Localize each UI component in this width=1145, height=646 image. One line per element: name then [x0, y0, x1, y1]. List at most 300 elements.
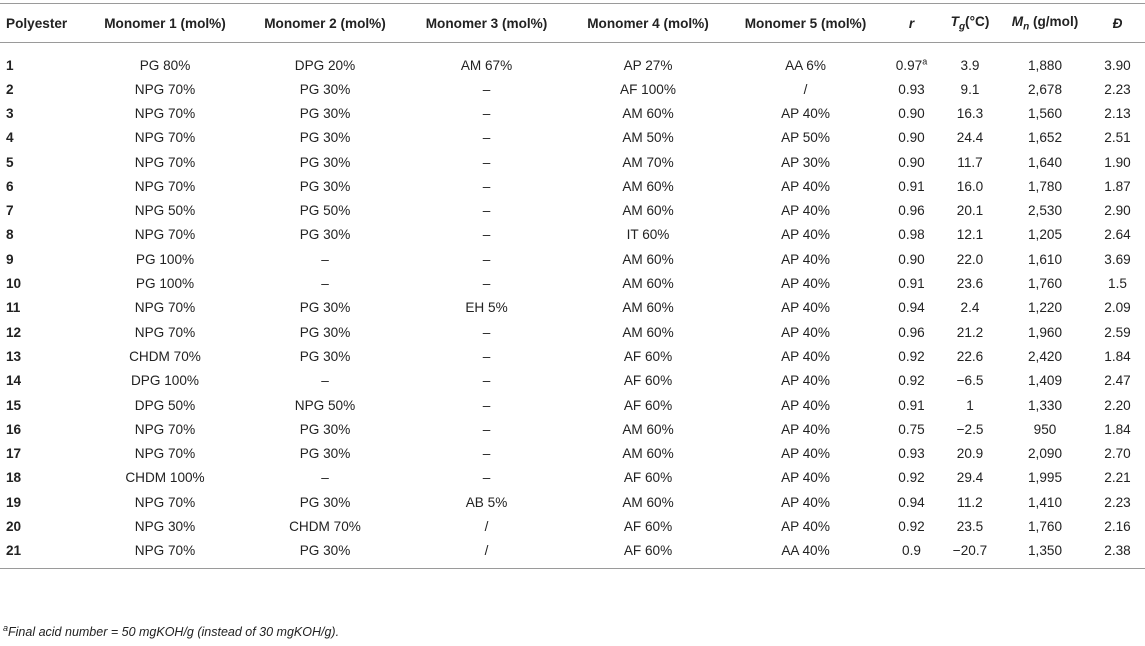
cell-r — [883, 150, 940, 174]
cell-monomer-3-value: – — [482, 373, 491, 389]
header-r-symbol: r — [908, 15, 915, 31]
cell-monomer-4-value: AF 60% — [623, 397, 673, 413]
cell-monomer-4 — [568, 417, 728, 441]
cell-r-value: 0.96 — [898, 324, 925, 340]
cell-dispersity-value: 1.90 — [1104, 154, 1131, 170]
cell-monomer-2-value: PG 30% — [299, 324, 351, 340]
cell-r — [883, 43, 940, 78]
cell-monomer-5 — [728, 101, 883, 125]
cell-dispersity — [1090, 417, 1145, 441]
cell-mn-value: 2,678 — [1027, 81, 1063, 97]
cell-tg — [940, 101, 1000, 125]
cell-dispersity-value: 3.90 — [1104, 57, 1131, 73]
cell-tg — [940, 198, 1000, 222]
cell-dispersity — [1090, 369, 1145, 393]
cell-monomer-5-value: AP 40% — [781, 421, 830, 437]
cell-r-value: 0.96 — [898, 203, 925, 219]
cell-r-value: 0.90 — [898, 105, 925, 121]
cell-polyester-id — [0, 514, 85, 538]
cell-polyester-id-value: 21 — [6, 543, 22, 559]
cell-monomer-4-value: AM 60% — [622, 105, 674, 121]
cell-monomer-1 — [85, 466, 245, 490]
cell-r-value: 0.94 — [898, 494, 925, 510]
cell-tg-value: 16.3 — [956, 105, 984, 121]
table-header-row — [0, 4, 1145, 43]
cell-r-value: 0.93 — [898, 446, 925, 462]
cell-tg — [940, 77, 1000, 101]
cell-monomer-5 — [728, 198, 883, 222]
cell-monomer-2 — [245, 150, 405, 174]
cell-monomer-1-value: PG 100% — [135, 276, 195, 292]
cell-monomer-1-value: NPG 70% — [134, 446, 196, 462]
table-row — [0, 393, 1145, 417]
cell-polyester-id — [0, 174, 85, 198]
cell-monomer-2-value: PG 30% — [299, 105, 351, 121]
cell-monomer-4-value: AM 60% — [622, 251, 674, 267]
cell-mn-value: 1,409 — [1027, 373, 1063, 389]
cell-monomer-4 — [568, 441, 728, 465]
cell-dispersity-value: 2.90 — [1104, 203, 1131, 219]
cell-monomer-5 — [728, 43, 883, 78]
cell-monomer-5 — [728, 296, 883, 320]
cell-monomer-1-value: NPG 70% — [134, 543, 196, 559]
cell-r — [883, 101, 940, 125]
cell-polyester-id — [0, 247, 85, 271]
cell-monomer-3-value: – — [482, 397, 491, 413]
cell-polyester-id-value: 6 — [6, 178, 14, 194]
footnote-marker: a — [3, 622, 9, 633]
cell-monomer-4-value: IT 60% — [626, 227, 670, 243]
table-row — [0, 369, 1145, 393]
header-monomer-1: Monomer 1 (mol%) — [85, 4, 245, 43]
cell-monomer-3-value: – — [482, 178, 491, 194]
table-row — [0, 296, 1145, 320]
cell-monomer-4 — [568, 43, 728, 78]
cell-monomer-4 — [568, 271, 728, 295]
cell-mn-value: 1,760 — [1027, 276, 1063, 292]
cell-tg — [940, 490, 1000, 514]
cell-monomer-3 — [405, 466, 568, 490]
cell-monomer-3 — [405, 344, 568, 368]
cell-monomer-3-value: – — [482, 154, 491, 170]
cell-tg-value: −6.5 — [956, 373, 984, 389]
cell-monomer-3 — [405, 174, 568, 198]
cell-polyester-id-value: 9 — [6, 251, 14, 267]
cell-monomer-1-value: DPG 100% — [130, 373, 199, 389]
cell-monomer-5-value: AP 40% — [781, 348, 830, 364]
cell-monomer-1 — [85, 296, 245, 320]
cell-monomer-1 — [85, 393, 245, 417]
table-row — [0, 223, 1145, 247]
cell-mn-value: 1,220 — [1027, 300, 1063, 316]
cell-monomer-3-value: – — [482, 227, 491, 243]
cell-monomer-2 — [245, 77, 405, 101]
cell-monomer-1-value: NPG 70% — [134, 105, 196, 121]
cell-monomer-5-value: AP 50% — [781, 130, 830, 146]
cell-mn-value: 950 — [1033, 421, 1057, 437]
header-mn — [1000, 4, 1090, 43]
cell-mn-value: 1,880 — [1027, 57, 1063, 73]
cell-dispersity-value: 2.20 — [1104, 397, 1131, 413]
cell-tg — [940, 320, 1000, 344]
cell-mn — [1000, 174, 1090, 198]
cell-monomer-3-value: AM 67% — [460, 57, 513, 73]
cell-tg-value: 21.2 — [956, 324, 984, 340]
cell-mn-value: 1,350 — [1027, 543, 1063, 559]
header-monomer-5: Monomer 5 (mol%) — [728, 4, 883, 43]
table-row — [0, 466, 1145, 490]
header-tg — [940, 4, 1000, 43]
cell-monomer-3-value: – — [482, 421, 491, 437]
cell-monomer-1 — [85, 344, 245, 368]
cell-polyester-id — [0, 320, 85, 344]
table-row — [0, 320, 1145, 344]
cell-monomer-2 — [245, 490, 405, 514]
cell-monomer-2-value: PG 50% — [299, 203, 351, 219]
cell-monomer-4 — [568, 466, 728, 490]
cell-polyester-id-value: 19 — [6, 494, 22, 510]
table-row — [0, 174, 1145, 198]
cell-dispersity-value: 2.70 — [1104, 446, 1131, 462]
cell-dispersity-value: 3.69 — [1104, 251, 1131, 267]
cell-monomer-5-value: AP 40% — [781, 470, 830, 486]
cell-r — [883, 393, 940, 417]
cell-monomer-3-value: / — [484, 543, 489, 559]
cell-monomer-3 — [405, 247, 568, 271]
cell-polyester-id — [0, 198, 85, 222]
table-row — [0, 490, 1145, 514]
cell-monomer-1 — [85, 369, 245, 393]
cell-r — [883, 466, 940, 490]
cell-r-value: 0.97 — [895, 57, 923, 73]
cell-dispersity-value: 2.13 — [1104, 105, 1131, 121]
cell-mn — [1000, 441, 1090, 465]
cell-monomer-5 — [728, 126, 883, 150]
header-mn-unit: (g/mol) — [1029, 13, 1079, 29]
cell-dispersity-value: 2.16 — [1104, 518, 1131, 534]
cell-monomer-4 — [568, 539, 728, 569]
cell-dispersity — [1090, 247, 1145, 271]
cell-monomer-3-value: AB 5% — [465, 494, 508, 510]
cell-monomer-5-value: AP 40% — [781, 494, 830, 510]
cell-monomer-5 — [728, 490, 883, 514]
cell-monomer-2-value: PG 30% — [299, 178, 351, 194]
cell-polyester-id — [0, 393, 85, 417]
cell-dispersity-value: 2.38 — [1104, 543, 1131, 559]
cell-monomer-4-value: AM 60% — [622, 178, 674, 194]
header-mn-subscript: n — [1023, 21, 1030, 33]
cell-monomer-3-value: / — [484, 518, 489, 534]
cell-monomer-5-value: AP 40% — [781, 324, 830, 340]
header-monomer-4: Monomer 4 (mol%) — [568, 4, 728, 43]
cell-monomer-3 — [405, 369, 568, 393]
cell-monomer-3 — [405, 490, 568, 514]
cell-monomer-2-value: PG 30% — [299, 543, 351, 559]
cell-dispersity — [1090, 296, 1145, 320]
cell-monomer-1-value: NPG 50% — [134, 203, 196, 219]
cell-monomer-5 — [728, 223, 883, 247]
cell-monomer-4-value: AF 60% — [623, 373, 673, 389]
cell-polyester-id — [0, 466, 85, 490]
cell-r — [883, 490, 940, 514]
table-row — [0, 417, 1145, 441]
cell-polyester-id-value: 13 — [6, 348, 22, 364]
cell-mn — [1000, 223, 1090, 247]
cell-dispersity — [1090, 441, 1145, 465]
cell-monomer-4 — [568, 198, 728, 222]
cell-r — [883, 271, 940, 295]
cell-mn — [1000, 514, 1090, 538]
cell-dispersity-value: 2.23 — [1104, 81, 1131, 97]
cell-r — [883, 320, 940, 344]
cell-monomer-5-value: AA 6% — [785, 57, 826, 73]
cell-monomer-4 — [568, 344, 728, 368]
table-row — [0, 441, 1145, 465]
cell-monomer-5-value: AP 40% — [781, 227, 830, 243]
cell-monomer-3 — [405, 320, 568, 344]
cell-monomer-3 — [405, 198, 568, 222]
header-monomer-2: Monomer 2 (mol%) — [245, 4, 405, 43]
cell-monomer-3-value: – — [482, 446, 491, 462]
cell-mn — [1000, 247, 1090, 271]
cell-monomer-5-value: AA 40% — [781, 543, 830, 559]
cell-polyester-id-value: 18 — [6, 470, 22, 486]
cell-monomer-2-value: – — [321, 251, 329, 267]
cell-monomer-3 — [405, 150, 568, 174]
table-row — [0, 271, 1145, 295]
cell-monomer-1-value: NPG 70% — [134, 227, 196, 243]
cell-monomer-1 — [85, 223, 245, 247]
cell-monomer-2-value: PG 30% — [299, 348, 351, 364]
cell-monomer-1-value: NPG 70% — [134, 154, 196, 170]
cell-monomer-1-value: NPG 30% — [134, 518, 196, 534]
cell-dispersity — [1090, 223, 1145, 247]
cell-monomer-4-value: AF 60% — [623, 518, 673, 534]
cell-dispersity-value: 1.84 — [1104, 348, 1131, 364]
cell-tg-value: 22.0 — [956, 251, 984, 267]
cell-monomer-4-value: AM 60% — [622, 421, 674, 437]
footnote-ref: a — [922, 55, 928, 66]
cell-polyester-id — [0, 101, 85, 125]
cell-monomer-3 — [405, 126, 568, 150]
cell-monomer-3-value: – — [482, 276, 491, 292]
cell-monomer-1-value: NPG 70% — [134, 300, 196, 316]
cell-monomer-3 — [405, 417, 568, 441]
cell-monomer-4-value: AM 70% — [622, 154, 674, 170]
cell-mn — [1000, 490, 1090, 514]
cell-tg — [940, 369, 1000, 393]
cell-mn-value: 1,560 — [1027, 105, 1063, 121]
cell-r — [883, 247, 940, 271]
cell-monomer-4-value: AM 60% — [622, 324, 674, 340]
cell-polyester-id — [0, 539, 85, 569]
cell-monomer-4-value: AF 60% — [623, 470, 673, 486]
cell-monomer-4 — [568, 247, 728, 271]
cell-dispersity-value: 1.84 — [1104, 421, 1131, 437]
cell-monomer-2-value: – — [321, 276, 329, 292]
cell-monomer-4-value: AM 60% — [622, 203, 674, 219]
cell-monomer-4-value: AM 60% — [622, 276, 674, 292]
cell-tg-value: 22.6 — [956, 348, 984, 364]
cell-monomer-4-value: AM 60% — [622, 494, 674, 510]
cell-monomer-5 — [728, 539, 883, 569]
cell-polyester-id — [0, 77, 85, 101]
cell-monomer-2-value: CHDM 70% — [289, 518, 361, 534]
cell-mn-value: 1,640 — [1027, 154, 1063, 170]
cell-monomer-2 — [245, 514, 405, 538]
cell-polyester-id-value: 16 — [6, 421, 22, 437]
cell-dispersity — [1090, 198, 1145, 222]
cell-dispersity — [1090, 393, 1145, 417]
cell-monomer-5-value: AP 40% — [781, 203, 830, 219]
cell-mn — [1000, 369, 1090, 393]
cell-monomer-4-value: AM 50% — [622, 130, 674, 146]
cell-monomer-3-value: – — [482, 251, 491, 267]
cell-monomer-5-value: AP 40% — [781, 518, 830, 534]
cell-dispersity — [1090, 539, 1145, 569]
cell-monomer-2 — [245, 43, 405, 78]
cell-polyester-id — [0, 223, 85, 247]
cell-polyester-id-value: 11 — [6, 300, 21, 316]
cell-monomer-4-value: AM 60% — [622, 446, 674, 462]
cell-dispersity — [1090, 344, 1145, 368]
cell-mn — [1000, 77, 1090, 101]
cell-tg-value: 11.2 — [957, 494, 983, 510]
cell-r-value: 0.92 — [898, 373, 925, 389]
cell-tg — [940, 514, 1000, 538]
cell-monomer-3-value: – — [482, 130, 491, 146]
cell-polyester-id-value: 1 — [6, 57, 14, 73]
cell-monomer-4 — [568, 223, 728, 247]
cell-mn-value: 1,960 — [1027, 324, 1063, 340]
cell-monomer-2-value: PG 30% — [299, 300, 351, 316]
cell-polyester-id-value: 14 — [6, 373, 22, 389]
cell-monomer-1 — [85, 43, 245, 78]
cell-r — [883, 296, 940, 320]
header-d-symbol: Đ — [1112, 15, 1123, 31]
cell-monomer-1 — [85, 539, 245, 569]
table-row — [0, 344, 1145, 368]
cell-monomer-1-value: NPG 70% — [134, 421, 196, 437]
cell-tg — [940, 247, 1000, 271]
cell-monomer-3 — [405, 43, 568, 78]
cell-dispersity — [1090, 43, 1145, 78]
cell-monomer-2-value: PG 30% — [299, 446, 351, 462]
cell-tg-value: 12.1 — [956, 227, 984, 243]
table-row — [0, 101, 1145, 125]
cell-polyester-id — [0, 369, 85, 393]
cell-monomer-4-value: AP 27% — [623, 57, 673, 73]
cell-monomer-1-value: NPG 70% — [134, 494, 196, 510]
cell-r — [883, 417, 940, 441]
cell-monomer-4-value: AM 60% — [622, 300, 674, 316]
cell-monomer-3-value: – — [482, 203, 491, 219]
cell-monomer-1 — [85, 126, 245, 150]
cell-monomer-4 — [568, 101, 728, 125]
cell-monomer-1 — [85, 271, 245, 295]
cell-monomer-2 — [245, 320, 405, 344]
cell-monomer-1-value: DPG 50% — [134, 397, 196, 413]
cell-monomer-5 — [728, 441, 883, 465]
table-row — [0, 539, 1145, 569]
cell-monomer-2 — [245, 198, 405, 222]
cell-r-value: 0.94 — [898, 300, 925, 316]
cell-monomer-1 — [85, 77, 245, 101]
cell-polyester-id — [0, 344, 85, 368]
cell-tg — [940, 150, 1000, 174]
cell-monomer-2 — [245, 223, 405, 247]
footnote-text: Final acid number = 50 mgKOH/g (instead of 30 mgKOH/g). — [8, 625, 340, 639]
cell-monomer-1-value: PG 100% — [135, 251, 195, 267]
cell-monomer-2 — [245, 466, 405, 490]
cell-polyester-id-value: 2 — [6, 81, 14, 97]
cell-monomer-3-value: EH 5% — [465, 300, 508, 316]
cell-monomer-3-value: – — [482, 348, 491, 364]
cell-dispersity-value: 2.59 — [1104, 324, 1131, 340]
cell-monomer-5-value: AP 40% — [781, 105, 830, 121]
cell-monomer-4 — [568, 174, 728, 198]
cell-monomer-3 — [405, 514, 568, 538]
cell-tg — [940, 539, 1000, 569]
cell-monomer-1-value: CHDM 70% — [129, 348, 201, 364]
cell-mn — [1000, 393, 1090, 417]
cell-polyester-id-value: 12 — [6, 324, 22, 340]
cell-monomer-2 — [245, 296, 405, 320]
cell-monomer-1 — [85, 514, 245, 538]
cell-tg-value: 20.9 — [956, 446, 984, 462]
cell-monomer-5 — [728, 77, 883, 101]
cell-r — [883, 369, 940, 393]
cell-r-value: 0.98 — [898, 227, 925, 243]
cell-monomer-3 — [405, 539, 568, 569]
cell-mn — [1000, 150, 1090, 174]
cell-r-value: 0.9 — [902, 543, 921, 559]
cell-tg-value: 3.9 — [960, 57, 980, 73]
cell-monomer-4 — [568, 150, 728, 174]
cell-mn — [1000, 320, 1090, 344]
cell-polyester-id — [0, 417, 85, 441]
cell-mn-value: 2,530 — [1027, 203, 1063, 219]
cell-monomer-5-value: AP 40% — [781, 446, 830, 462]
cell-r-value: 0.90 — [898, 154, 925, 170]
cell-mn — [1000, 43, 1090, 78]
cell-polyester-id-value: 10 — [6, 276, 22, 292]
table-row — [0, 198, 1145, 222]
cell-r-value: 0.93 — [898, 81, 925, 97]
cell-polyester-id-value: 17 — [6, 446, 22, 462]
cell-mn-value: 1,760 — [1027, 518, 1063, 534]
cell-monomer-1 — [85, 441, 245, 465]
cell-dispersity — [1090, 466, 1145, 490]
cell-monomer-2-value: PG 30% — [299, 227, 351, 243]
cell-monomer-2 — [245, 247, 405, 271]
cell-mn — [1000, 466, 1090, 490]
header-tg-subscript: g — [958, 21, 966, 33]
cell-monomer-5 — [728, 271, 883, 295]
cell-monomer-4-value: AF 60% — [623, 348, 673, 364]
header-polyester: Polyester — [0, 4, 85, 43]
cell-polyester-id — [0, 490, 85, 514]
cell-monomer-4 — [568, 514, 728, 538]
cell-tg-value: 24.4 — [956, 130, 984, 146]
cell-polyester-id — [0, 43, 85, 78]
cell-mn-value: 1,610 — [1027, 251, 1063, 267]
cell-monomer-5 — [728, 514, 883, 538]
cell-tg — [940, 43, 1000, 78]
cell-monomer-2 — [245, 539, 405, 569]
cell-monomer-3-value: – — [482, 324, 491, 340]
cell-monomer-3 — [405, 223, 568, 247]
